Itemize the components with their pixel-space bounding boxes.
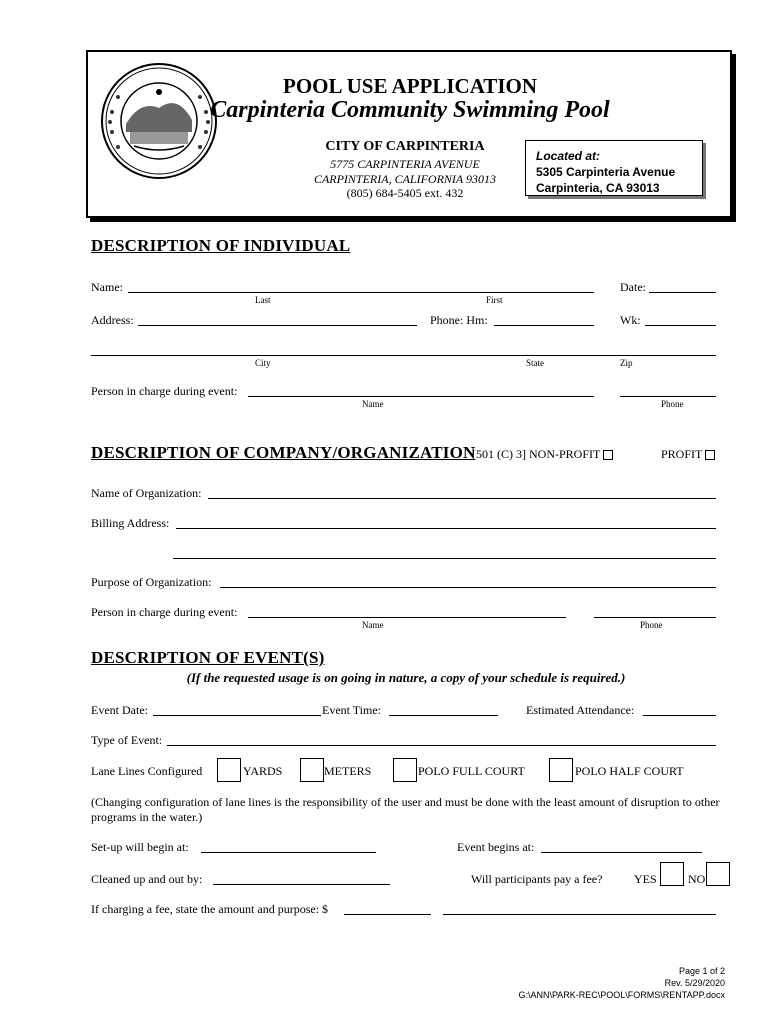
profit-text: PROFIT — [661, 447, 703, 461]
schedule-note: (If the requested usage is on going in nature, a copy of your schedule is required.) — [186, 670, 626, 685]
individual-name-caption: Name — [362, 399, 384, 409]
address-label: Address: — [91, 313, 134, 327]
fee-purpose-field[interactable] — [443, 914, 716, 915]
wk-label: Wk: — [620, 313, 641, 327]
individual-person-name-field[interactable] — [248, 396, 594, 397]
city-name: CITY OF CARPINTERIA — [325, 139, 485, 154]
event-time-label: Event Time: — [322, 703, 382, 717]
fee-question: Will participants pay a fee? — [471, 872, 603, 886]
org-name-field[interactable] — [208, 498, 716, 499]
event-type-label: Type of Event: — [91, 733, 163, 747]
company-person-label: Person in charge during event: — [91, 605, 238, 619]
date-label: Date: — [620, 280, 646, 294]
event-heading: DESCRIPTION OF EVENT(S) — [91, 648, 325, 667]
individual-person-label: Person in charge during event: — [91, 384, 238, 398]
charging-label: If charging a fee, state the amount and purpose: $ — [91, 902, 329, 916]
located-line1: 5305 Carpinteria Avenue — [536, 165, 676, 179]
city-phone: (805) 684-5405 ext. 432 — [346, 186, 464, 200]
yards-checkbox[interactable] — [217, 758, 241, 782]
company-person-name-field[interactable] — [248, 617, 566, 618]
event-date-field[interactable] — [153, 715, 321, 716]
meters-checkbox[interactable] — [300, 758, 324, 782]
polo-full-checkbox[interactable] — [393, 758, 417, 782]
first-caption: First — [486, 295, 503, 305]
address-field[interactable] — [138, 325, 417, 326]
phone-hm-label: Phone: Hm: — [430, 313, 488, 327]
billing-field-2[interactable] — [173, 558, 716, 559]
form-subtitle: Carpinteria Community Swimming Pool — [210, 97, 610, 123]
event-type-field[interactable] — [167, 745, 716, 746]
page-number: Page 1 of 2 — [678, 966, 725, 976]
event-time-field[interactable] — [389, 715, 498, 716]
city-caption: City — [255, 358, 271, 368]
company-phone-caption: Phone — [640, 620, 663, 630]
meters-label: METERS — [324, 764, 372, 778]
billing-label: Billing Address: — [91, 516, 170, 530]
phone-hm-field[interactable] — [494, 325, 594, 326]
org-name-label: Name of Organization: — [91, 486, 202, 500]
cleaned-field[interactable] — [213, 884, 390, 885]
event-date-label: Event Date: — [91, 703, 148, 717]
located-at-label: Located at: — [536, 149, 601, 163]
location-box — [525, 140, 703, 196]
setup-label: Set-up will begin at: — [91, 840, 189, 854]
name-label: Name: — [91, 280, 123, 294]
yards-label: YARDS — [243, 764, 283, 778]
revision-date: Rev. 5/29/2020 — [664, 978, 725, 988]
nonprofit-text: [501 (C) 3] NON-PROFIT — [472, 447, 601, 461]
fee-amount-field[interactable] — [344, 914, 431, 915]
company-name-caption: Name — [362, 620, 384, 630]
individual-person-phone-field[interactable] — [620, 396, 716, 397]
individual-heading: DESCRIPTION OF INDIVIDUAL — [91, 236, 351, 255]
yes-label: YES — [634, 872, 657, 886]
attendance-field[interactable] — [643, 715, 716, 716]
file-path: G:\ANN\PARK-REC\POOL\FORMS\RENTAPP.docx — [518, 990, 725, 1000]
city-address-line2: CARPINTERIA, CALIFORNIA 93013 — [313, 172, 497, 186]
purpose-field[interactable] — [220, 587, 716, 588]
company-heading: DESCRIPTION OF COMPANY/ORGANIZATION — [91, 443, 476, 462]
nonprofit-checkbox[interactable] — [603, 450, 613, 460]
located-line2: Carpinteria, CA 93013 — [536, 181, 660, 195]
nonprofit-label — [472, 447, 613, 462]
fee-yes-checkbox[interactable] — [660, 862, 684, 886]
date-field[interactable] — [649, 292, 716, 293]
last-caption: Last — [255, 295, 271, 305]
setup-field[interactable] — [201, 852, 376, 853]
profit-label — [661, 447, 715, 462]
event-begins-label: Event begins at: — [457, 840, 535, 854]
zip-caption: Zip — [620, 358, 633, 368]
state-caption: State — [526, 358, 544, 368]
cleaned-label: Cleaned up and out by: — [91, 872, 203, 886]
polo-half-label: POLO HALF COURT — [575, 764, 684, 778]
purpose-label: Purpose of Organization: — [91, 575, 212, 589]
name-field[interactable] — [128, 292, 594, 293]
city-address-line1: 5775 CARPINTERIA AVENUE — [330, 157, 480, 171]
individual-phone-caption: Phone — [661, 399, 684, 409]
lane-lines-note: (Changing configuration of lane lines is the responsibility of the user and must be done with the least amount of disruption to other programs in the water.) — [91, 795, 720, 824]
company-person-phone-field[interactable] — [594, 617, 716, 618]
lane-lines-label: Lane Lines Configured — [91, 764, 203, 778]
attendance-label: Estimated Attendance: — [526, 703, 635, 717]
event-begins-field[interactable] — [541, 852, 702, 853]
form-title: POOL USE APPLICATION — [283, 74, 537, 98]
billing-field[interactable] — [176, 528, 716, 529]
polo-half-checkbox[interactable] — [549, 758, 573, 782]
no-label: NO — [688, 872, 706, 886]
fee-no-checkbox[interactable] — [706, 862, 730, 886]
phone-wk-field[interactable] — [645, 325, 716, 326]
city-state-zip-field[interactable] — [91, 355, 716, 356]
profit-checkbox[interactable] — [705, 450, 715, 460]
polo-full-label: POLO FULL COURT — [418, 764, 525, 778]
